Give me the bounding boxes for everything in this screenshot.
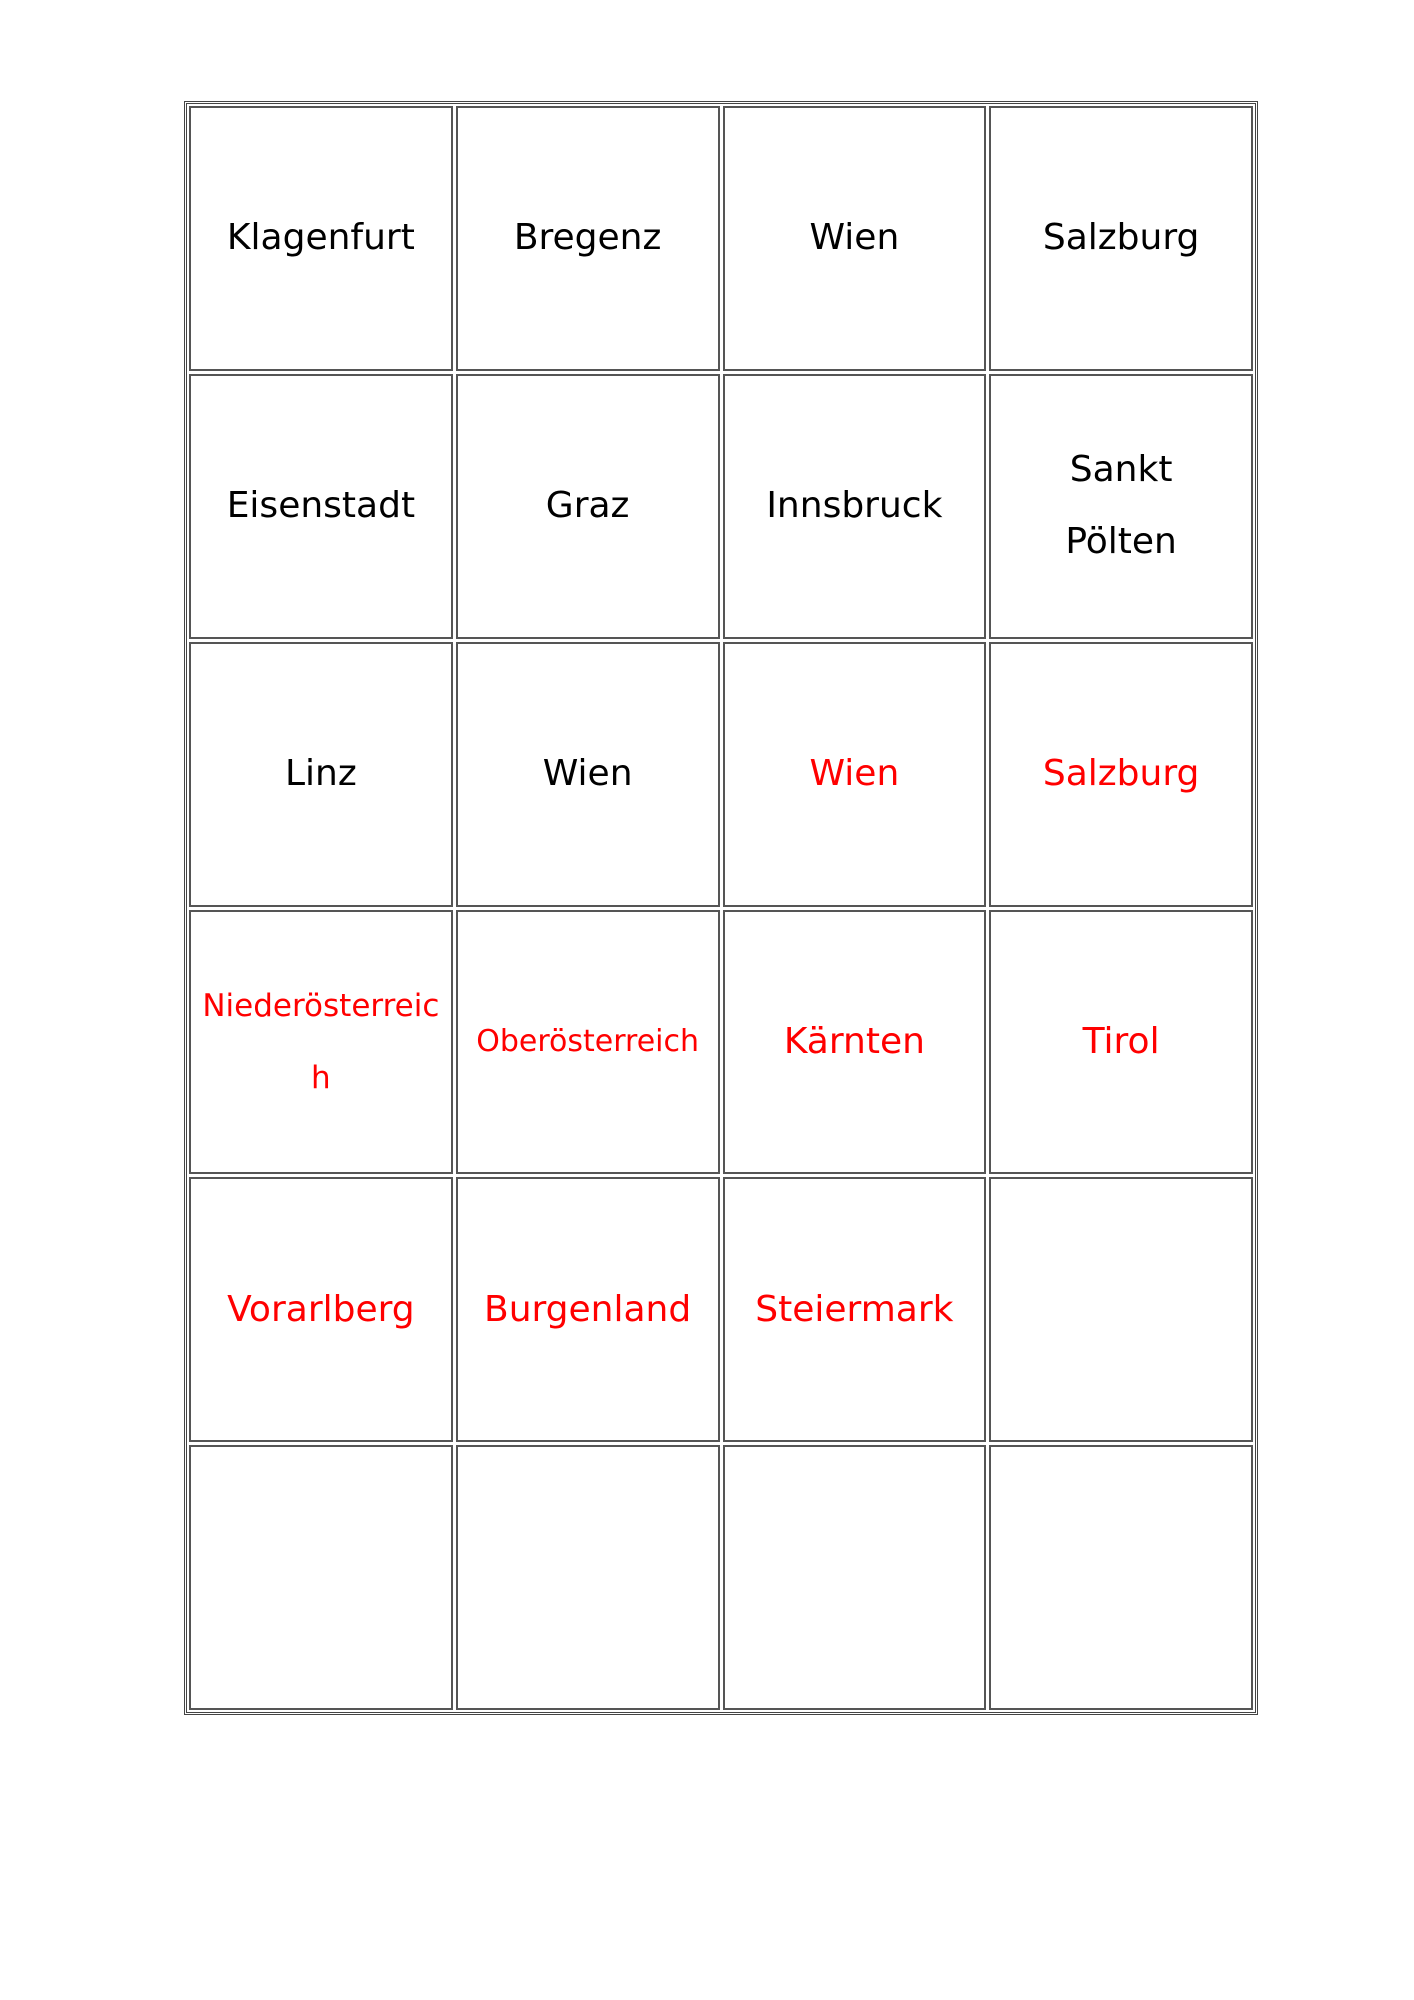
table-cell [723, 910, 987, 1175]
table-cell [989, 1445, 1253, 1710]
city-state-table [184, 101, 1258, 1715]
table-cell [189, 106, 453, 371]
cell-text: Graz [545, 485, 630, 527]
table-cell [456, 910, 720, 1175]
table-cell [723, 106, 987, 371]
table-cell [456, 1445, 720, 1710]
cell-text: Niederösterreich [202, 987, 440, 1096]
cell-text: Wien [809, 753, 900, 795]
cell-text: Oberösterreich [476, 1023, 700, 1059]
table-cell [723, 1445, 987, 1710]
table-cell [989, 1177, 1253, 1442]
table-cell [989, 642, 1253, 907]
cell-text: Wien [809, 217, 900, 259]
cell-text: Vorarlberg [227, 1288, 415, 1330]
table-cell [189, 374, 453, 639]
table-cell [189, 1177, 453, 1442]
cell-text: Salzburg [1042, 217, 1200, 259]
cell-text: Innsbruck [766, 485, 943, 527]
table-cell [189, 1445, 453, 1710]
table-cell [989, 910, 1253, 1175]
table-cell [189, 910, 453, 1175]
table-cell [989, 106, 1253, 371]
cell-text: Eisenstadt [226, 485, 416, 527]
table-cell [723, 374, 987, 639]
cell-text: Wien [542, 753, 633, 795]
cell-text: Salzburg [1042, 753, 1200, 795]
table-cell [456, 374, 720, 639]
table-cell [456, 106, 720, 371]
table-cell [456, 1177, 720, 1442]
cell-text: Bregenz [513, 217, 662, 259]
cell-text: Burgenland [484, 1288, 692, 1330]
table-cell [723, 1177, 987, 1442]
cell-text: Sankt Pölten [1065, 449, 1177, 563]
table-cell [989, 374, 1253, 639]
cell-text: Tirol [1082, 1020, 1160, 1062]
cell-text: Steiermark [755, 1288, 954, 1330]
cell-text: Klagenfurt [226, 217, 415, 259]
table-cell [456, 642, 720, 907]
table-cell [189, 642, 453, 907]
cell-text: Linz [284, 753, 357, 795]
cell-text: Kärnten [783, 1020, 925, 1062]
table-cell [723, 642, 987, 907]
